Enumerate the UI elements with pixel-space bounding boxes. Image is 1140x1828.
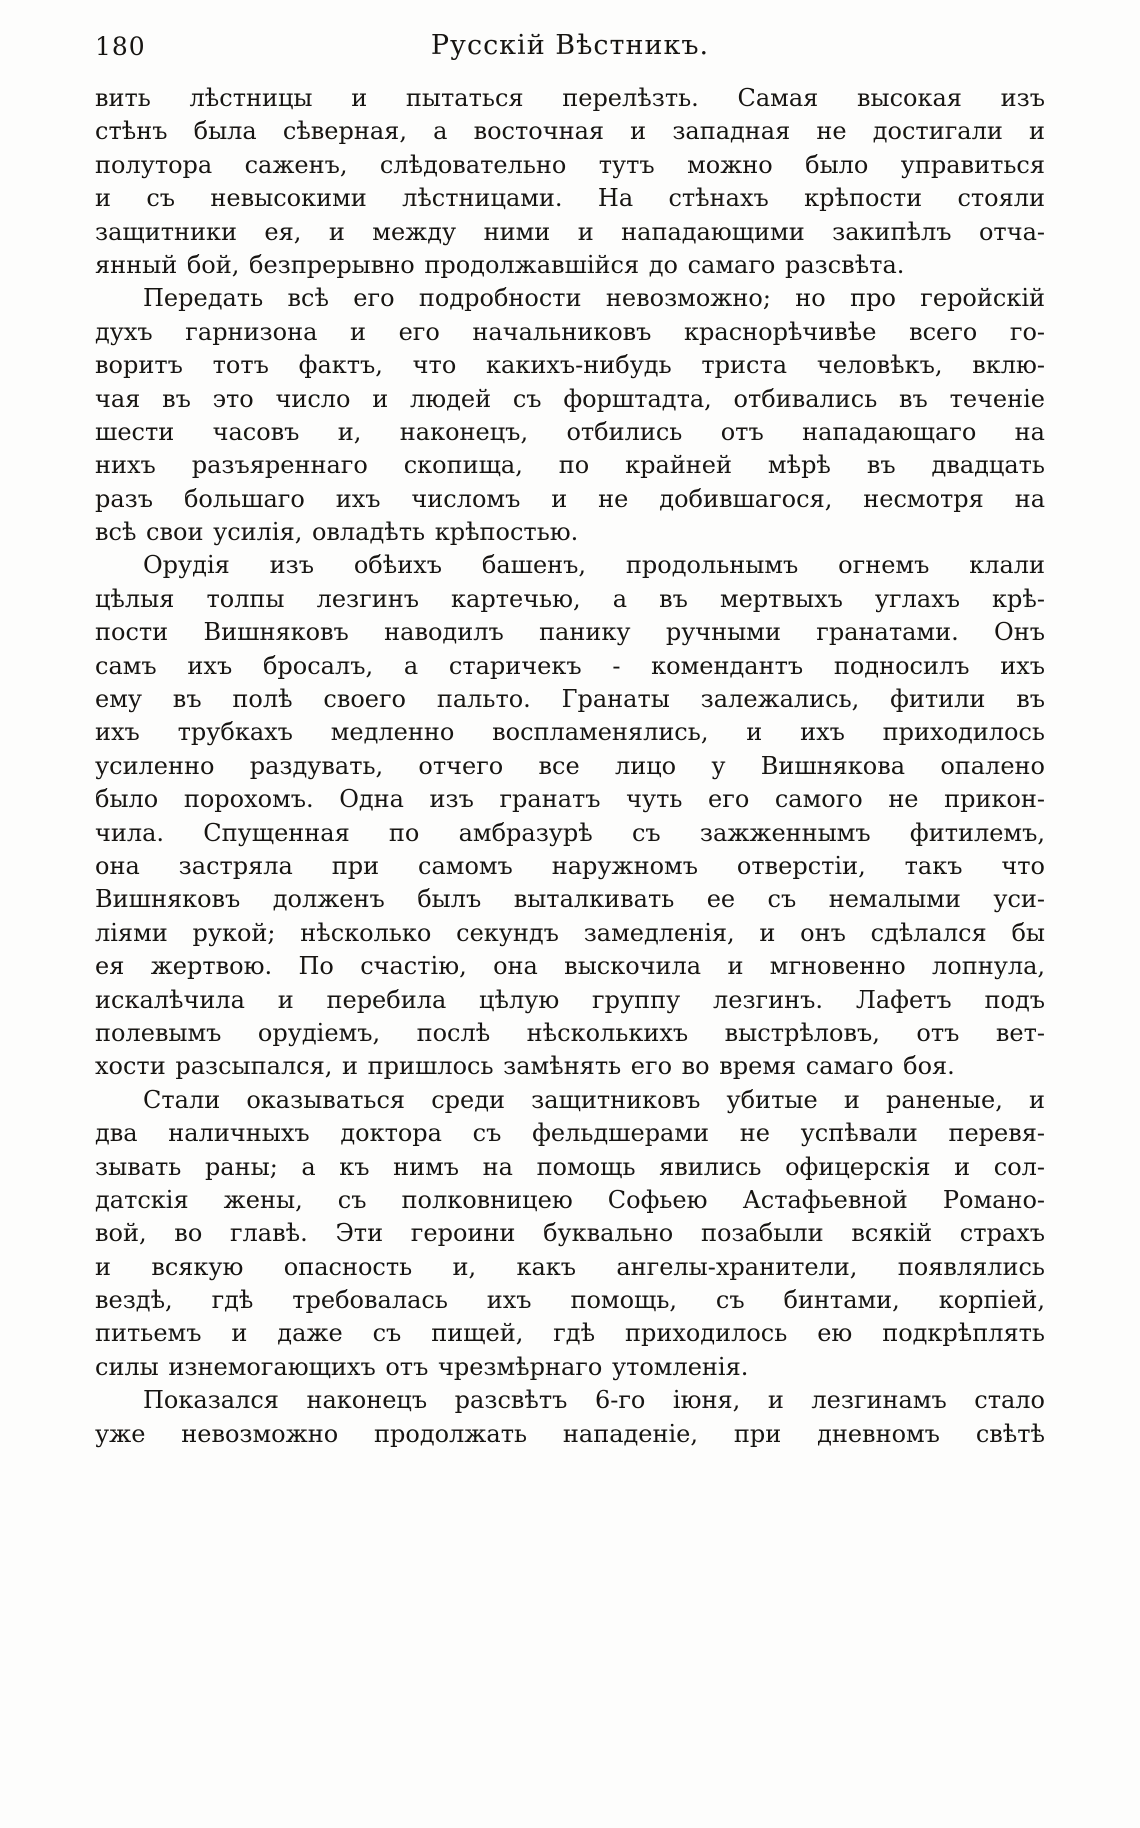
text-line: ея жертвою. По счастію, она выскочила и мгновенно лопнула,	[95, 952, 1045, 981]
text-line: янный бой, безпрерывно продолжавшійся до самаго разсвѣта.	[95, 250, 905, 279]
text-line: стѣнъ была сѣверная, а восточная и западная не достигали и	[95, 117, 1045, 146]
text-line: пости Вишняковъ наводилъ панику ручными гранатами. Онъ	[95, 618, 1045, 647]
text-line: шести часовъ и, наконецъ, отбились отъ нападающаго на	[95, 417, 1045, 446]
page-header	[95, 30, 1045, 66]
text-line: ему въ полѣ своего пальто. Гранаты залежались, фитили въ	[95, 685, 1045, 714]
text-line: уже невозможно продолжать нападеніе, при дневномъ свѣтѣ	[95, 1419, 1045, 1448]
text-line: датскія жены, съ полковницею Софьею Астафьевной Романо-	[95, 1185, 1045, 1214]
text-line: питьемъ и даже съ пищей, гдѣ приходилось ею подкрѣплять	[95, 1319, 1045, 1348]
paragraph	[95, 549, 1045, 1083]
text-line: было порохомъ. Одна изъ гранатъ чуть его самого не прикон-	[95, 785, 1045, 814]
text-line: Стали оказываться среди защитниковъ убитые и раненые, и	[143, 1085, 1045, 1114]
text-line: и съ невысокими лѣстницами. На стѣнахъ крѣпости стояли	[95, 184, 1045, 213]
text-line: вой, во главѣ. Эти героини буквально позабыли всякій страхъ	[95, 1219, 1045, 1248]
text-line: Показался наконецъ разсвѣтъ 6-го іюня, и лезгинамъ стало	[143, 1386, 1045, 1415]
running-title: Русскій Вѣстникъ.	[430, 30, 710, 61]
text-line: цѣлыя толпы лезгинъ картечью, а въ мертвыхъ углахъ крѣ-	[95, 584, 1045, 613]
page-number: 180	[95, 32, 146, 61]
paragraph	[95, 1084, 1045, 1385]
paragraph	[95, 282, 1045, 549]
text-line: чила. Спущенная по амбразурѣ съ зажженнымъ фитилемъ,	[95, 818, 1045, 847]
text-line: и всякую опасность и, какъ ангелы-хранители, появлялись	[95, 1252, 1045, 1281]
text-line: зывать раны; а къ нимъ на помощь явились офицерскія и сол-	[95, 1152, 1045, 1181]
text-line: воритъ тотъ фактъ, что какихъ-нибудь триста человѣкъ, вклю-	[95, 351, 1045, 380]
text-line: усиленно раздувать, отчего все лицо у Вишнякова опалено	[95, 751, 1045, 780]
paragraph	[95, 82, 1045, 282]
text-line: ихъ трубкахъ медленно воспламенялись, и ихъ приходилось	[95, 718, 1045, 747]
text-line: всѣ свои усилія, овладѣть крѣпостью.	[95, 518, 579, 547]
text-line: Передать всѣ его подробности невозможно; но про геройскій	[143, 284, 1045, 313]
text-line: она застряла при самомъ наружномъ отверстіи, такъ что	[95, 851, 1045, 880]
text-line: хости разсыпался, и пришлось замѣнять его во время самаго боя.	[95, 1052, 955, 1081]
paragraph	[95, 1384, 1045, 1451]
text-line: защитники ея, и между ними и нападающими закипѣлъ отча-	[95, 217, 1045, 246]
text-line: чая въ это число и людей съ форштадта, отбивались въ теченіе	[95, 384, 1045, 413]
text-line: два наличныхъ доктора съ фельдшерами не успѣвали перевя-	[95, 1119, 1045, 1148]
page-body	[95, 82, 1045, 1451]
text-line: разъ большаго ихъ числомъ и не добившагося, несмотря на	[95, 484, 1045, 513]
text-line: искалѣчила и перебила цѣлую группу лезгинъ. Лафетъ подъ	[95, 985, 1045, 1014]
text-line: самъ ихъ бросалъ, а старичекъ - комендантъ подносилъ ихъ	[95, 651, 1045, 680]
text-line: Вишняковъ долженъ былъ выталкивать ее съ немалыми уси-	[95, 885, 1045, 914]
text-line: Орудія изъ обѣихъ башенъ, продольнымъ огнемъ клали	[143, 551, 1045, 580]
text-line: нихъ разъяреннаго скопища, по крайней мѣрѣ въ двадцать	[95, 451, 1045, 480]
text-line: силы изнемогающихъ отъ чрезмѣрнаго утомленія.	[95, 1352, 749, 1381]
text-line: вить лѣстницы и пытаться перелѣзть. Самая высокая изъ	[95, 84, 1045, 112]
text-line: полевымъ орудіемъ, послѣ нѣсколькихъ выстрѣловъ, отъ вет-	[95, 1018, 1045, 1047]
text-line: вездѣ, гдѣ требовалась ихъ помощь, съ бинтами, корпіей,	[95, 1286, 1045, 1315]
text-line: полутора саженъ, слѣдовательно тутъ можно было управиться	[95, 150, 1045, 179]
text-line: духъ гарнизона и его начальниковъ краснорѣчивѣе всего го-	[95, 317, 1045, 346]
text-line: ліями рукой; нѣсколько секундъ замедленія, и онъ сдѣлался бы	[95, 918, 1045, 947]
